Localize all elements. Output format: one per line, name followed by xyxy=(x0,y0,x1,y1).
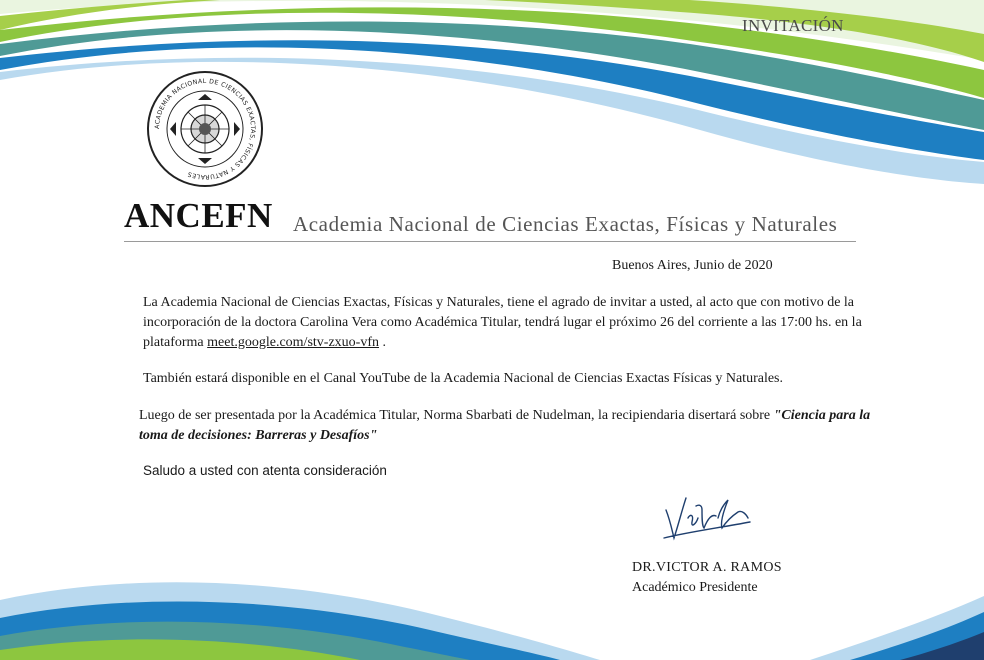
brand-full-name: Academia Nacional de Ciencias Exactas, Físicas y Naturales xyxy=(293,212,838,236)
signature-icon xyxy=(658,488,753,544)
paragraph-invitation-text: La Academia Nacional de Ciencias Exactas, Físicas y Naturales, tiene el agrado de invitar a usted, al acto que con motivo de la incorporación de la doctora Carolina Vera como Académica Titular, tendrá lugar el próximo 26 del corriente a las 17:00 hs. en la plataforma xyxy=(143,295,862,350)
brand-acronym: ANCEFN xyxy=(124,196,273,235)
bottom-right-waves xyxy=(810,596,984,660)
paragraph-lecture-text: Luego de ser presentada por la Académica Titular, Norma Sbarbati de Nudelman, la recipiendaria disertará sobre xyxy=(139,408,774,423)
paragraph-invitation-end: . xyxy=(378,335,386,350)
paragraph-lecture xyxy=(139,406,899,446)
signatory-role: Académico Presidente xyxy=(632,580,758,595)
paragraph-youtube: También estará disponible en el Canal YouTube de la Academia Nacional de Ciencias Exactas Físicas y Naturales. xyxy=(143,371,783,386)
letter-date: Buenos Aires, Junio de 2020 xyxy=(612,258,773,273)
seal-emblem-icon xyxy=(170,94,240,164)
lecture-title: "Ciencia para la toma de decisiones: Barreras y Desafíos" xyxy=(139,408,871,443)
paragraph-invitation xyxy=(143,293,883,353)
meeting-link[interactable]: meet.google.com/stv-zxuo-vfn xyxy=(207,335,379,350)
signatory-name: DR.VICTOR A. RAMOS xyxy=(632,560,782,575)
academy-seal xyxy=(146,70,264,188)
bottom-left-waves xyxy=(0,582,600,660)
seal-ring-text: ACADEMIA NACIONAL DE CIENCIAS EXACTAS, FÍSICAS Y NATURALES xyxy=(153,77,257,181)
closing-salutation: Saludo a usted con atenta consideración xyxy=(143,463,387,478)
header-divider xyxy=(124,241,856,242)
invitation-heading: INVITACIÓN xyxy=(742,16,844,35)
